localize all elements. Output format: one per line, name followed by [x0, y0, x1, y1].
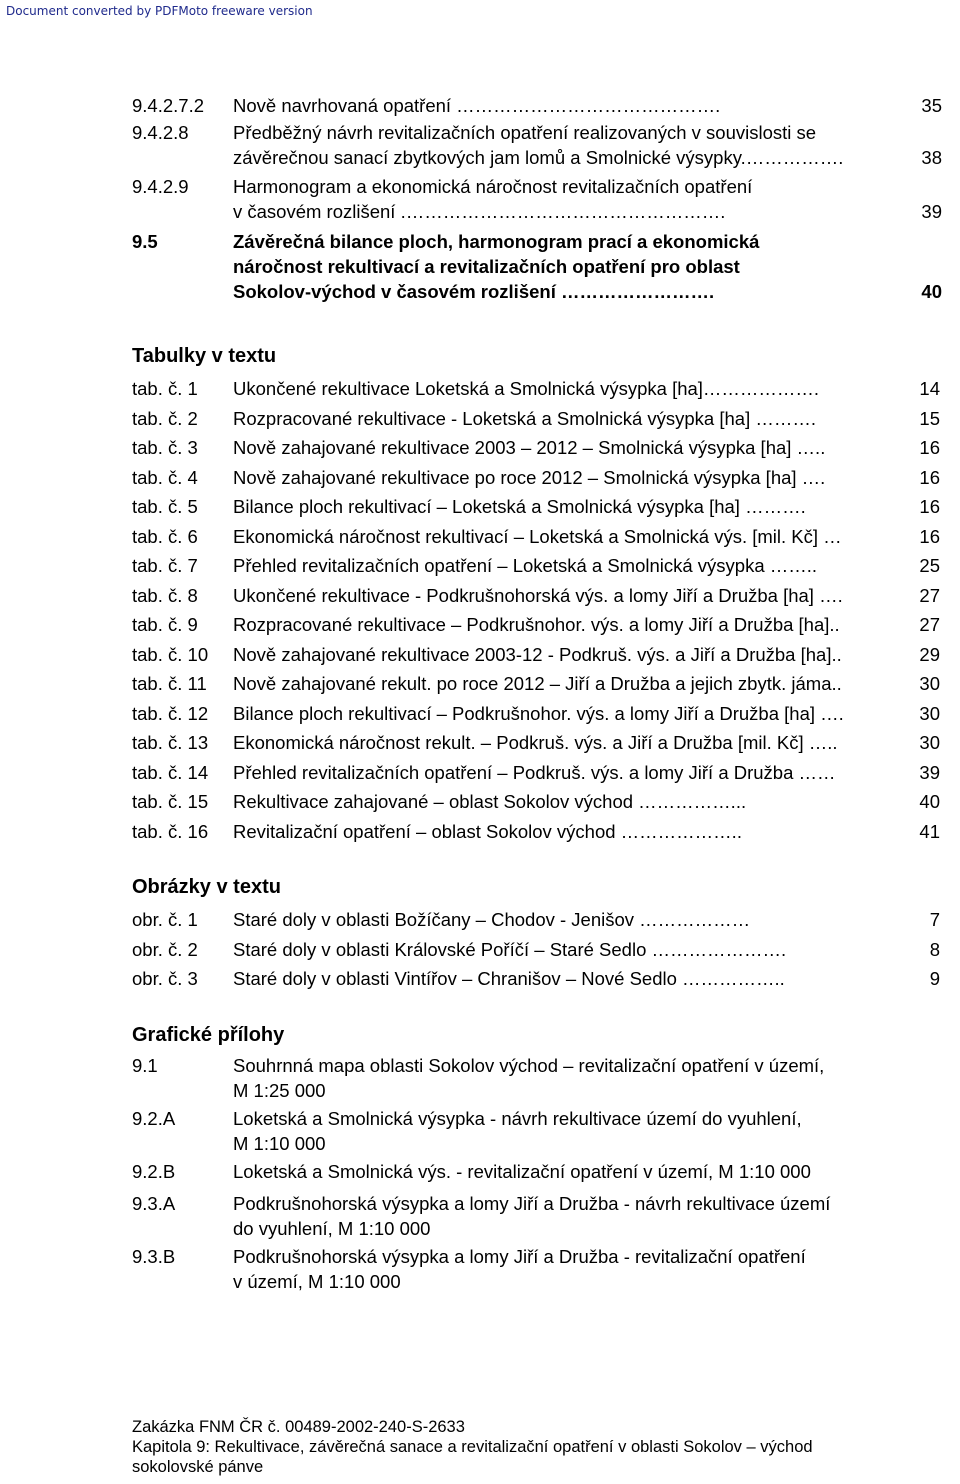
toc-number: 9.4.2.9	[132, 176, 189, 197]
table-title: Bilance ploch rekultivací – Podkrušnohor. výs. a lomy Jiří a Družba [ha] ….	[233, 702, 844, 724]
table-page: 16	[919, 466, 940, 488]
table-ref: tab. č. 5	[132, 496, 198, 517]
table-page: 40	[919, 791, 940, 812]
table-title: Ekonomická náročnost rekult. – Podkruš. výs. a Jiří a Družba [mil. Kč] …..	[233, 732, 838, 753]
attachment-title: M 1:10 000	[233, 1133, 326, 1154]
attachment-number: 9.1	[132, 1055, 158, 1076]
table-title: Přehled revitalizačních opatření – Loketská a Smolnická výsypka ……..	[233, 555, 818, 576]
table-ref: tab. č. 7	[132, 555, 198, 576]
table-page: 41	[919, 820, 940, 842]
section-heading: Obrázky v textu	[132, 876, 281, 898]
table-title: Rozpracované rekultivace - Loketská a Smolnická výsypka [ha] ……….	[233, 407, 816, 429]
table-page: 27	[919, 614, 940, 635]
toc-entry	[132, 229, 942, 304]
table-title: Revitalizační opatření – oblast Sokolov východ ………………..	[233, 820, 742, 842]
toc-title: Závěrečná bilance ploch, harmonogram prací a ekonomická	[233, 231, 760, 252]
attachment-title: Souhrnná mapa oblasti Sokolov východ – revitalizační opatření v území,	[233, 1055, 825, 1076]
section-heading: Grafické přílohy	[132, 1024, 285, 1046]
table-title: Ukončené rekultivace - Podkrušnohorská výs. a lomy Jiří a Družba [ha] ….	[233, 584, 843, 606]
table-ref: tab. č. 4	[132, 466, 198, 488]
table-page: 16	[919, 496, 940, 517]
table-title: Nově zahajované rekultivace po roce 2012 – Smolnická výsypka [ha] ….	[233, 466, 826, 488]
attachment-number: 9.2.A	[132, 1108, 176, 1129]
toc-entry	[132, 120, 942, 170]
footer-region: sokolovské pánve	[132, 1458, 264, 1476]
table-page: 16	[919, 437, 940, 458]
attachment-entry	[132, 1053, 942, 1103]
table-title: Nově zahajované rekultivace 2003 – 2012 – Smolnická výsypka [ha] …..	[233, 437, 826, 458]
table-ref: tab. č. 3	[132, 437, 198, 458]
toc-number: 9.4.2.7.2	[132, 95, 205, 116]
toc-title: Nově navrhovaná opatření …………………………………….	[233, 95, 721, 116]
attachment-title: Loketská a Smolnická výsypka - návrh rekultivace území do vyuhlení,	[233, 1108, 802, 1129]
figure-page: 7	[929, 909, 940, 930]
attachment-title: M 1:25 000	[233, 1080, 326, 1101]
table-title: Nově zahajované rekult. po roce 2012 – Jiří a Družba a jejich zbytk. jáma..	[233, 673, 842, 694]
table-ref: tab. č. 1	[132, 378, 198, 399]
table-ref: tab. č. 6	[132, 525, 198, 547]
attachment-title: v území, M 1:10 000	[233, 1271, 401, 1292]
figure-title: Staré doly v oblasti Vintířov – Chranišov – Nové Sedlo ……………..	[233, 968, 785, 989]
table-ref: tab. č. 12	[132, 702, 209, 724]
toc-title: náročnost rekultivací a revitalizačních opatření pro oblast	[233, 256, 740, 277]
attachment-entry	[132, 1159, 942, 1184]
table-page: 14	[919, 378, 940, 399]
figure-ref: obr. č. 1	[132, 909, 198, 930]
figure-ref: obr. č. 3	[132, 968, 198, 989]
toc-entry	[132, 93, 942, 118]
toc-number: 9.5	[132, 231, 158, 252]
table-title: Rekultivace zahajované – oblast Sokolov východ ……………...	[233, 791, 747, 812]
page-footer	[132, 1417, 932, 1477]
toc-page: 35	[921, 95, 942, 116]
attachment-title: Loketská a Smolnická výs. - revitalizační opatření v území, M 1:10 000	[233, 1161, 811, 1182]
table-ref: tab. č. 8	[132, 584, 198, 606]
table-title: Nově zahajované rekultivace 2003-12 - Podkruš. výs. a Jiří a Družba [ha]..	[233, 643, 842, 665]
section-heading: Tabulky v textu	[132, 345, 277, 367]
attachment-title: do vyuhlení, M 1:10 000	[233, 1218, 431, 1239]
table-ref: tab. č. 10	[132, 643, 209, 665]
table-ref: tab. č. 2	[132, 407, 198, 429]
attachments-section	[132, 1021, 942, 1049]
table-ref: tab. č. 14	[132, 761, 209, 783]
attachment-entry	[132, 1191, 942, 1241]
table-ref: tab. č. 16	[132, 820, 209, 842]
converter-banner: Document converted by PDFMoto freeware version	[6, 4, 313, 18]
figure-title: Staré doly v oblasti Královské Poříčí – Staré Sedlo ………………….	[233, 938, 787, 960]
toc-entry	[132, 174, 942, 224]
toc-page: 39	[921, 201, 942, 222]
toc-title: Předběžný návrh revitalizačních opatření realizovaných v souvislosti se	[233, 122, 817, 143]
footer-chapter: Kapitola 9: Rekultivace, závěrečná sanace a revitalizační opatření v oblasti Sokolov – východ	[132, 1438, 813, 1456]
table-page: 30	[919, 673, 940, 694]
attachment-entry	[132, 1106, 942, 1156]
toc-number: 9.4.2.8	[132, 122, 189, 143]
table-ref: tab. č. 13	[132, 732, 209, 753]
table-page: 30	[919, 732, 940, 753]
toc-title: závěrečnou sanací zbytkových jam lomů a Smolnické výsypky.…………….	[233, 147, 844, 168]
figure-page: 8	[929, 938, 940, 960]
table-page: 25	[919, 555, 940, 576]
tables-section	[132, 342, 942, 846]
table-ref: tab. č. 9	[132, 614, 198, 635]
toc-title: Sokolov-východ v časovém rozlišení …………………….	[233, 281, 715, 302]
toc-page: 40	[921, 281, 942, 302]
toc-page: 38	[921, 147, 942, 168]
figure-page: 9	[929, 968, 940, 989]
table-title: Ekonomická náročnost rekultivací – Loketská a Smolnická výs. [mil. Kč] …	[233, 525, 842, 547]
attachment-number: 9.2.B	[132, 1161, 176, 1182]
table-page: 27	[919, 584, 940, 606]
figures-section	[132, 873, 942, 994]
attachment-number: 9.3.A	[132, 1193, 176, 1214]
toc-title: Harmonogram a ekonomická náročnost revitalizačních opatření	[233, 176, 753, 197]
table-ref: tab. č. 15	[132, 791, 209, 812]
toc-title: v časovém rozlišení .…………………………………………….	[233, 201, 726, 222]
attachment-title: Podkrušnohorská výsypka a lomy Jiří a Družba - návrh rekultivace území	[233, 1193, 831, 1214]
table-page: 29	[919, 643, 940, 665]
table-ref: tab. č. 11	[132, 673, 207, 694]
table-page: 30	[919, 702, 940, 724]
table-title: Přehled revitalizačních opatření – Podkruš. výs. a lomy Jiří a Družba ……	[233, 761, 836, 783]
figure-title: Staré doly v oblasti Božíčany – Chodov - Jenišov ………………	[233, 909, 751, 930]
table-page: 15	[919, 407, 940, 429]
attachment-title: Podkrušnohorská výsypka a lomy Jiří a Družba - revitalizační opatření	[233, 1246, 806, 1267]
table-title: Bilance ploch rekultivací – Loketská a Smolnická výsypka [ha] ……….	[233, 496, 806, 517]
attachment-entry	[132, 1244, 942, 1294]
table-page: 16	[919, 525, 940, 547]
footer-contract: Zakázka FNM ČR č. 00489-2002-240-S-2633	[132, 1418, 465, 1436]
attachment-number: 9.3.B	[132, 1246, 176, 1267]
table-page: 39	[919, 761, 940, 783]
table-title: Rozpracované rekultivace – Podkrušnohor. výs. a lomy Jiří a Družba [ha]..	[233, 614, 840, 635]
figure-ref: obr. č. 2	[132, 938, 198, 960]
table-title: Ukončené rekultivace Loketská a Smolnická výsypka [ha]……………….	[233, 378, 820, 399]
